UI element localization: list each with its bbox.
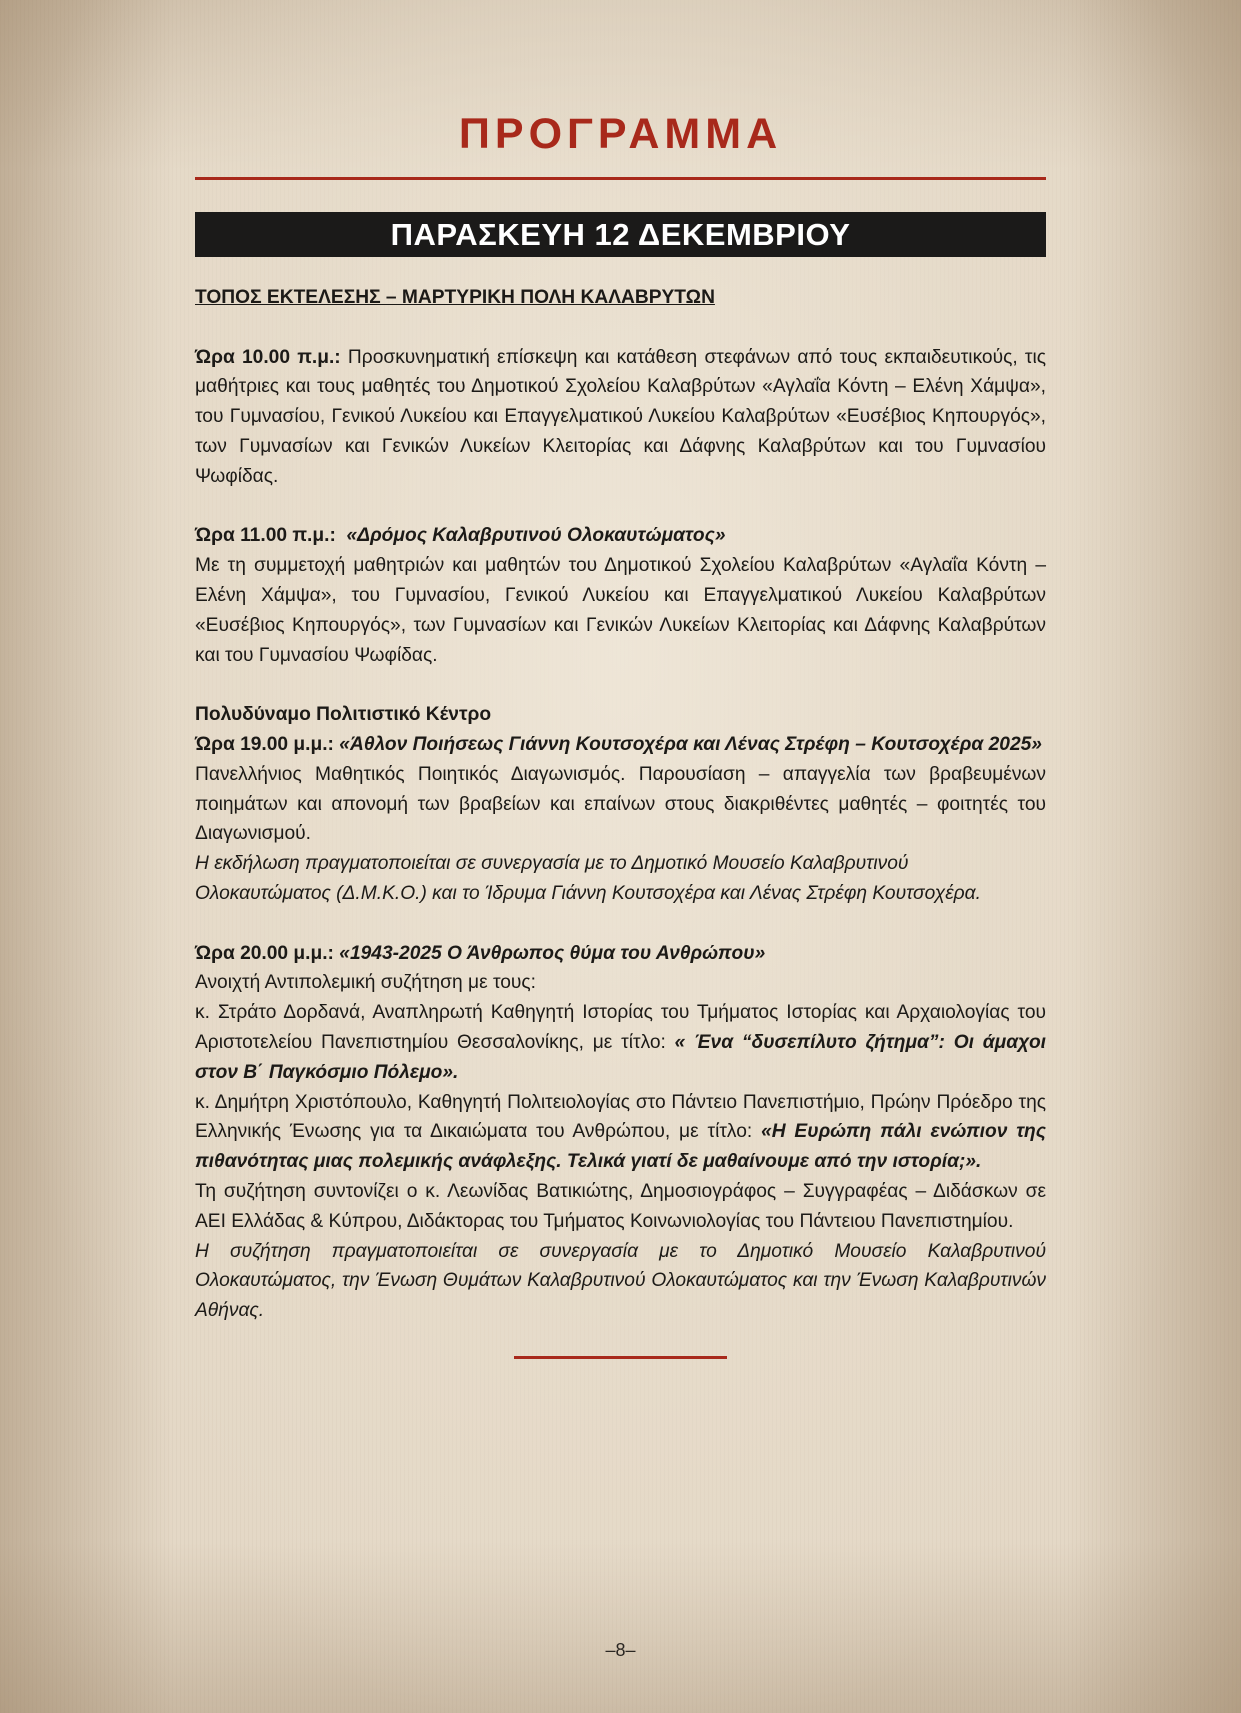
speaker-2 (195, 1088, 1046, 1177)
speaker-1 (195, 998, 1046, 1087)
event-collaboration-note: Η συζήτηση πραγματοποιείται σε συνεργασία με το Δημοτικό Μουσείο Καλαβρυτινού Ολοκαυτώματος, την Ένωση Θυμάτων Καλαβρυτινού Ολοκαυτώματος και την Ένωση Καλαβρυτινών Αθήνας. (195, 1240, 1046, 1322)
event-title: «1943-2025 Ο Άνθρωπος θύμα του Ανθρώπου» (339, 942, 766, 964)
event-time: Ώρα 11.00 π.μ.: (195, 525, 336, 547)
event-time: Ώρα 10.00 π.μ.: (195, 346, 341, 368)
event-1900-heading (195, 730, 1046, 760)
event-description: Προσκυνηματική επίσκεψη και κατάθεση στεφάνων από τους εκπαιδευτικούς, τις μαθήτριες και τους μαθητές του Δημοτικού Σχολείου Καλαβρύτων «Αγλαΐα Κόντη – Ελένη Χάμψα», του Γυμνασίου, Γενικού Λυκείου και Επαγγελματικού Λυκείου Καλαβρύτων «Ευσέβιος Κηπουργός», των Γυμνασίων και Γενικών Λυκείων Κλειτορίας και Δάφνης Καλαβρύτων και του Γυμνασίου Ψωφίδας. (195, 346, 1046, 487)
event-title: «Δρόμος Καλαβρυτινού Ολοκαυτώματος» (346, 525, 726, 547)
event-collaboration-note: Η εκδήλωση πραγματοποιείται σε συνεργασία με το Δημοτικό Μουσείο Καλαβρυτινού Ολοκαυτώματος (Δ.Μ.Κ.Ο.) και το Ίδρυμα Γιάννη Κουτσοχέρα και Λένας Στρέφη Κουτσοχέρα. (195, 853, 981, 904)
event-title: «Άθλον Ποιήσεως Γιάννη Κουτσοχέρα και Λένας Στρέφη – Κουτσοχέρα 2025» (339, 733, 1042, 755)
page-number: –8– (605, 1640, 636, 1660)
speaker-description: κ. Στράτο Δορδανά, Αναπληρωτή Καθηγητή Ιστορίας του Τμήματος Ιστορίας και Αρχαιολογίας του Αριστοτελείου Πανεπιστημίου Θεσσαλονίκης, με τίτλο: (195, 1002, 1046, 1053)
moderator: Τη συζήτηση συντονίζει ο κ. Λεωνίδας Βατικιώτης, Δημοσιογράφος – Συγγραφέας – Διδάσκων σε ΑΕΙ Ελλάδας & Κύπρου, Διδάκτορας του Τμήματος Κοινωνιολογίας του Πάντειου Πανεπιστημίου. (195, 1180, 1046, 1232)
end-divider (514, 1356, 727, 1359)
event-time: Ώρα 20.00 μ.μ.: (195, 942, 334, 964)
speaker-description: κ. Δημήτρη Χριστόπουλο, Καθηγητή Πολιτειολογίας στο Πάντειο Πανεπιστήμιο, Πρώην Πρόεδρο της Ελληνικής Ένωσης για τα Δικαιώματα του Ανθρώπου, με τίτλο: (195, 1091, 1046, 1143)
title-divider (195, 177, 1046, 180)
page-title: ΠΡΟΓΡΑΜΜΑ (458, 110, 783, 158)
event-time: Ώρα 19.00 μ.μ.: (195, 733, 334, 755)
date-banner: ΠΑΡΑΣΚΕΥΗ 12 ΔΕΚΕΜΒΡΙΟΥ (195, 212, 1046, 257)
program-content (195, 283, 1046, 1326)
event-intro: Ανοιχτή Αντιπολεμική συζήτηση με τους: (195, 972, 536, 994)
venue-heading-cultural-center: Πολυδύναμο Πολιτιστικό Κέντρο (195, 704, 492, 726)
event-1100-heading (195, 521, 1046, 551)
event-description: Πανελλήνιος Μαθητικός Ποιητικός Διαγωνισμός. Παρουσίαση – απαγγελία των βραβευμένων ποιημάτων και απονομή των βραβείων και επαίνων στους διακριθέντες μαθητές – φοιτητές του Διαγωνισμού. (195, 763, 1046, 845)
speaker-talk-title: « Ένα “δυσεπίλυτο ζήτημα”: Οι άμαχοι στον Β΄ Παγκόσμιο Πόλεμο». (195, 1031, 1046, 1083)
venue-heading-execution-site: ΤΟΠΟΣ ΕΚΤΕΛΕΣΗΣ – ΜΑΡΤΥΡΙΚΗ ΠΟΛΗ ΚΑΛΑΒΡΥΤΩΝ (195, 287, 715, 308)
event-description: Με τη συμμετοχή μαθητριών και μαθητών του Δημοτικού Σχολείου Καλαβρύτων «Αγλαΐα Κόντη – Ελένη Χάμψα», του Γυμνασίου, Γενικού Λυκείου και Επαγγελματικού Λυκείου Καλαβρύτων «Ευσέβιος Κηπουργός», των Γυμνασίων και Γενικών Λυκείων Κλειτορίας και Δάφνης Καλαβρύτων και του Γυμνασίου Ψωφίδας. (195, 555, 1046, 666)
event-2000-heading (195, 939, 1046, 969)
speaker-talk-title: «Η Ευρώπη πάλι ενώπιον της πιθανότητας μιας πολεμικής ανάφλεξης. Τελικά γιατί δε μαθαίνουμε από την ιστορία;». (195, 1121, 1046, 1173)
event-1000 (195, 343, 1046, 492)
